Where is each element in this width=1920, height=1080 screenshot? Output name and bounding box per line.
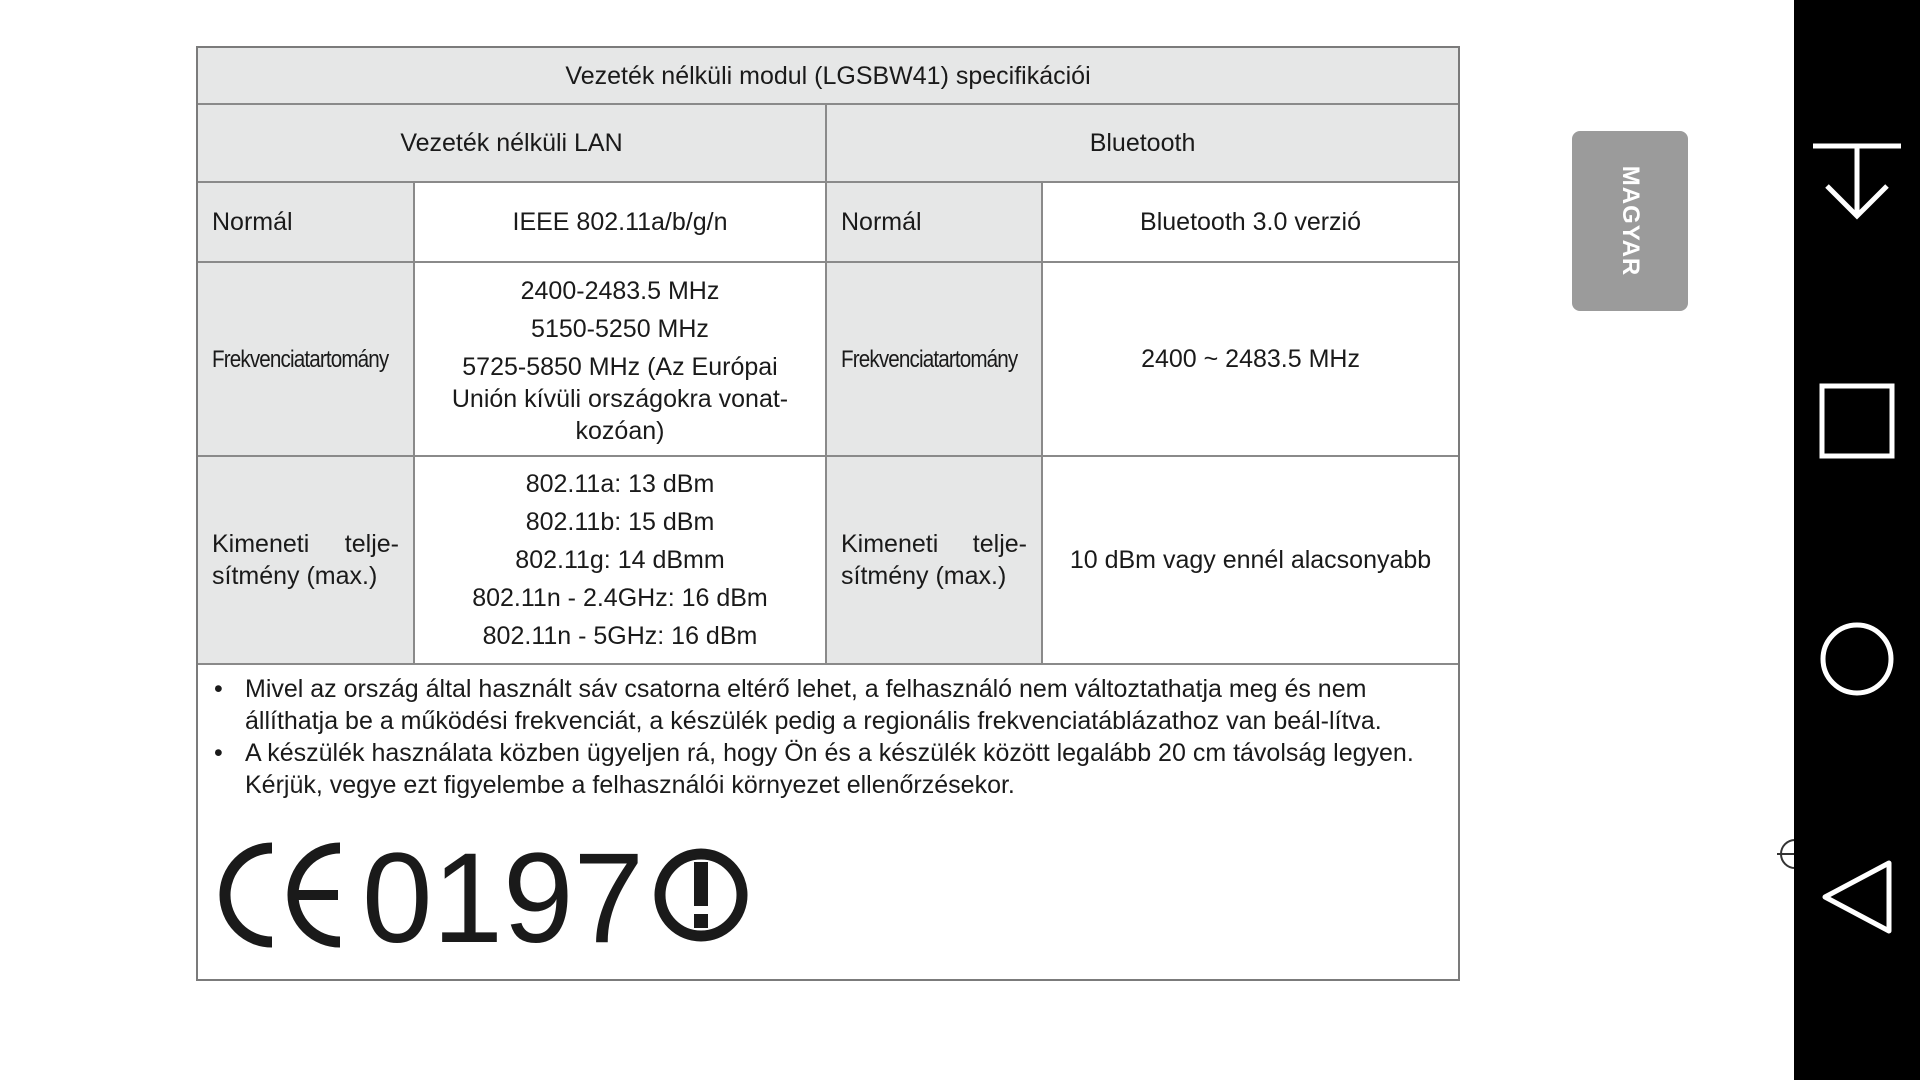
wlan-power-value: 802.11a: 13 dBm	[525, 470, 715, 498]
home-circle-icon	[1819, 621, 1895, 697]
spec-table	[198, 48, 1458, 665]
note-text: Mivel az ország által használt sáv csatorna eltérő lehet, a felhasználó nem változtathatja meg és nem állíthatja be a működési frekvenciát, a készülék pedig a regionális frekvenciatáblázathoz van beál-lítva.	[245, 675, 1382, 735]
row-label-frequency: Frekvenciatartomány	[212, 345, 389, 373]
download-icon	[1805, 140, 1909, 224]
wlan-power-value: 802.11n - 2.4GHz: 16 dBm	[472, 584, 768, 612]
row-label-standard: Normál	[198, 182, 414, 262]
wlan-power-value: 802.11g: 14 dBmm	[515, 546, 725, 574]
back-button[interactable]	[1794, 859, 1920, 935]
table-title: Vezeték nélküli modul (LGSBW41) specifikációi	[198, 48, 1458, 104]
list-item	[214, 737, 1442, 801]
download-button[interactable]	[1794, 140, 1920, 224]
bullet-icon: •	[214, 739, 223, 767]
note-text: A készülék használata közben ügyeljen rá, hogy Ön és a készülék között legalább 20 cm távolság legyen. Kérjük, vegye ezt figyelembe a felhasználói környezet ellenőrzésekor.	[245, 739, 1414, 799]
row-label-output-power: Kimeneti telje-sítmény (max.)	[198, 456, 414, 664]
home-button[interactable]	[1794, 621, 1920, 697]
table-row	[198, 456, 1458, 664]
notes	[198, 665, 1458, 801]
spec-document	[196, 46, 1460, 981]
table-row	[198, 182, 1458, 262]
recents-button[interactable]	[1794, 383, 1920, 459]
wlan-power-cell	[414, 456, 826, 664]
bt-standard-value: Bluetooth 3.0 verzió	[1042, 182, 1458, 262]
bullet-icon: •	[214, 675, 223, 703]
table-row	[198, 262, 1458, 456]
column-header-wlan: Vezeték nélküli LAN	[198, 104, 826, 182]
svg-text:0197: 0197	[362, 838, 644, 948]
wlan-frequency-value: 5150-5250 MHz	[531, 314, 709, 343]
ce-mark-logo	[214, 838, 774, 953]
bt-row-label-standard: Normál	[826, 182, 1042, 262]
wlan-power-value: 802.11n - 5GHz: 16 dBm	[482, 622, 758, 650]
column-header-bluetooth: Bluetooth	[826, 104, 1458, 182]
wlan-frequency-cell	[414, 262, 826, 456]
bt-row-label-output-power: Kimeneti telje-sítmény (max.)	[826, 456, 1042, 664]
recents-square-icon	[1819, 383, 1895, 459]
bt-frequency-value: 2400 ~ 2483.5 MHz	[1042, 262, 1458, 456]
wlan-standard-value: IEEE 802.11a/b/g/n	[414, 182, 826, 262]
list-item	[214, 673, 1442, 737]
bt-row-label-frequency: Frekvenciatartomány	[841, 345, 1018, 373]
wlan-frequency-value: 5725-5850 MHz (Az Európai Unión kívüli országokra vonat-kozóan)	[451, 352, 789, 445]
language-tab[interactable]	[1572, 131, 1688, 311]
bt-power-value: 10 dBm vagy ennél alacsonyabb	[1042, 456, 1458, 664]
wlan-power-value: 802.11b: 15 dBm	[525, 508, 715, 536]
wlan-frequency-value: 2400-2483.5 MHz	[520, 276, 720, 305]
language-tab-label: MAGYAR	[1617, 165, 1644, 277]
navigation-bar	[1794, 0, 1920, 1080]
back-triangle-icon	[1819, 859, 1895, 935]
